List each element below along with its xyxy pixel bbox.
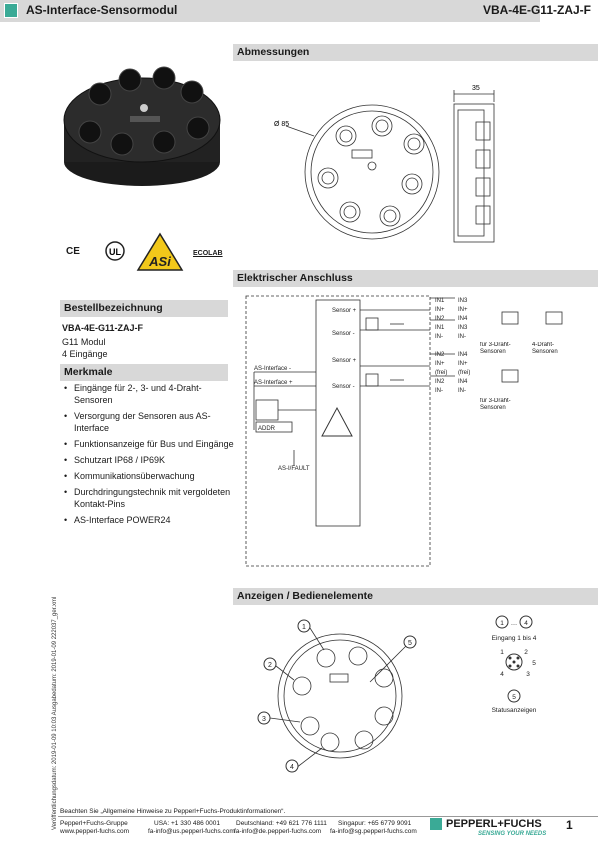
svg-text:Eingang 1 bis 4: Eingang 1 bis 4 xyxy=(491,635,537,642)
page-number: 1 xyxy=(566,818,573,832)
label-4wire: 4-Draht-Sensoren xyxy=(532,342,558,355)
footer-de: Deutschland: +49 621 776 1111 xyxy=(236,820,327,827)
svg-text:1: 1 xyxy=(500,620,504,627)
section-order: Bestellbezeichnung xyxy=(60,300,228,317)
svg-text:1: 1 xyxy=(302,624,306,631)
feature-item: • Eingänge für 2-, 3- und 4-Draht-Sensoren xyxy=(64,382,234,406)
feature-item: • Kommunikationsüberwachung xyxy=(64,470,234,482)
ce-mark: CE xyxy=(66,246,80,257)
dim-diameter: Ø 85 xyxy=(274,121,290,128)
svg-text:IN2: IN2 xyxy=(435,316,445,322)
ul-mark xyxy=(104,240,126,262)
product-photo xyxy=(60,50,225,190)
svg-text:Sensor -: Sensor - xyxy=(332,384,355,390)
svg-text:3: 3 xyxy=(262,716,266,723)
svg-text:Sensor +: Sensor + xyxy=(332,308,357,314)
footer-usa-mail[interactable]: fa-info@us.pepperl-fuchs.com xyxy=(148,828,235,835)
svg-text:2: 2 xyxy=(268,662,272,669)
svg-text:4: 4 xyxy=(500,671,504,678)
label-3wire-b: für 3-Draht-Sensoren xyxy=(480,398,511,411)
svg-text:IN4: IN4 xyxy=(458,316,468,322)
ecolab-logo: ECOLAB xyxy=(193,250,223,257)
svg-text:IN+: IN+ xyxy=(458,361,468,367)
svg-text:5: 5 xyxy=(532,660,536,667)
svg-text:(frei): (frei) xyxy=(458,370,471,376)
features-list xyxy=(64,382,234,530)
indicators-drawing xyxy=(250,608,420,778)
footer-sg: Singapur: +65 6779 9091 xyxy=(338,820,412,827)
footer-group: Pepperl+Fuchs-Gruppe xyxy=(60,820,128,827)
footer-sg-mail[interactable]: fa-info@sg.pepperl-fuchs.com xyxy=(330,828,417,835)
svg-text:IN+: IN+ xyxy=(435,361,445,367)
footer-usa: USA: +1 330 486 0001 xyxy=(154,820,220,827)
svg-text:…: … xyxy=(510,620,518,627)
order-line-1: G11 Modul xyxy=(62,337,106,347)
page-header xyxy=(0,0,591,22)
footer-divider xyxy=(58,816,598,817)
footer-note: Beachten Sie „Allgemeine Hinweise zu Pepperl+Fuchs-Produktinformationen“. xyxy=(60,808,286,815)
svg-text:IN-: IN- xyxy=(435,334,443,340)
svg-text:3: 3 xyxy=(526,671,530,678)
dimensions-drawing xyxy=(262,66,598,266)
feature-item: • Schutzart IP68 / IP69K xyxy=(64,454,234,466)
brand-slogan: SENSING YOUR NEEDS xyxy=(478,831,547,837)
svg-text:4: 4 xyxy=(290,764,294,771)
svg-text:4: 4 xyxy=(524,620,528,627)
svg-text:ASi: ASi xyxy=(149,254,171,269)
page-title: AS-Interface-Sensormodul xyxy=(26,3,178,17)
svg-text:Statusanzeigen: Statusanzeigen xyxy=(491,707,537,714)
svg-text:IN+: IN+ xyxy=(458,307,468,313)
svg-text:2: 2 xyxy=(524,649,528,656)
feature-item: • Durchdringungstechnik mit vergoldeten Kontakt-Pins xyxy=(64,486,234,510)
svg-text:(frei): (frei) xyxy=(435,370,448,376)
footer-de-mail[interactable]: fa-info@de.pepperl-fuchs.com xyxy=(234,828,322,835)
section-features: Merkmale xyxy=(60,364,228,381)
svg-text:AS-Interface -: AS-Interface - xyxy=(254,366,292,372)
section-electrical: Elektrischer Anschluss xyxy=(233,270,598,287)
svg-text:IN-: IN- xyxy=(458,388,466,394)
svg-text:IN+: IN+ xyxy=(435,307,445,313)
header-color-box xyxy=(4,3,18,18)
svg-text:ADDR: ADDR xyxy=(258,426,276,432)
indicators-legend xyxy=(488,612,568,722)
asi-logo xyxy=(136,232,184,272)
section-indicators: Anzeigen / Bedienelemente xyxy=(233,588,598,605)
feature-item: • Funktionsanzeige für Bus und Eingänge xyxy=(64,438,234,450)
svg-text:AS-Interface +: AS-Interface + xyxy=(254,380,293,386)
svg-text:IN4: IN4 xyxy=(458,352,468,358)
svg-text:IN2: IN2 xyxy=(435,379,445,385)
order-line-2: 4 Eingänge xyxy=(62,349,108,359)
order-code: VBA-4E-G11-ZAJ-F xyxy=(62,323,144,333)
svg-text:IN-: IN- xyxy=(458,334,466,340)
svg-text:UL: UL xyxy=(109,247,121,257)
feature-item: • AS-Interface POWER24 xyxy=(64,514,234,526)
section-dimensions: Abmessungen xyxy=(233,44,598,61)
svg-text:IN4: IN4 xyxy=(458,379,468,385)
dim-height: 35 xyxy=(472,85,480,92)
wiring-diagram xyxy=(240,290,600,575)
publication-info: Veröffentlichungsdatum: 2019-01-09 10:03 Ausgabedatum: 2019-01-09 222037_ger.xml xyxy=(52,596,58,830)
svg-text:5: 5 xyxy=(408,640,412,647)
svg-text:Sensor -: Sensor - xyxy=(332,331,355,337)
brand-icon xyxy=(430,818,442,830)
brand-name: PEPPERL+FUCHS xyxy=(446,818,542,830)
label-3wire: für 3-Draht-Sensoren xyxy=(480,342,511,355)
svg-text:IN1: IN1 xyxy=(435,298,445,304)
svg-text:IN-: IN- xyxy=(435,388,443,394)
svg-text:AS-I/FAULT: AS-I/FAULT xyxy=(278,466,310,472)
svg-text:IN3: IN3 xyxy=(458,298,468,304)
model-number: VBA-4E-G11-ZAJ-F xyxy=(482,3,591,17)
svg-text:1: 1 xyxy=(500,649,504,656)
svg-text:Sensor +: Sensor + xyxy=(332,358,357,364)
feature-item: • Versorgung der Sensoren aus AS-Interface xyxy=(64,410,234,434)
svg-text:5: 5 xyxy=(512,694,516,701)
footer-web[interactable]: www.pepperl-fuchs.com xyxy=(60,828,129,835)
svg-text:IN2: IN2 xyxy=(435,352,445,358)
svg-text:IN3: IN3 xyxy=(458,325,468,331)
svg-text:IN1: IN1 xyxy=(435,325,445,331)
